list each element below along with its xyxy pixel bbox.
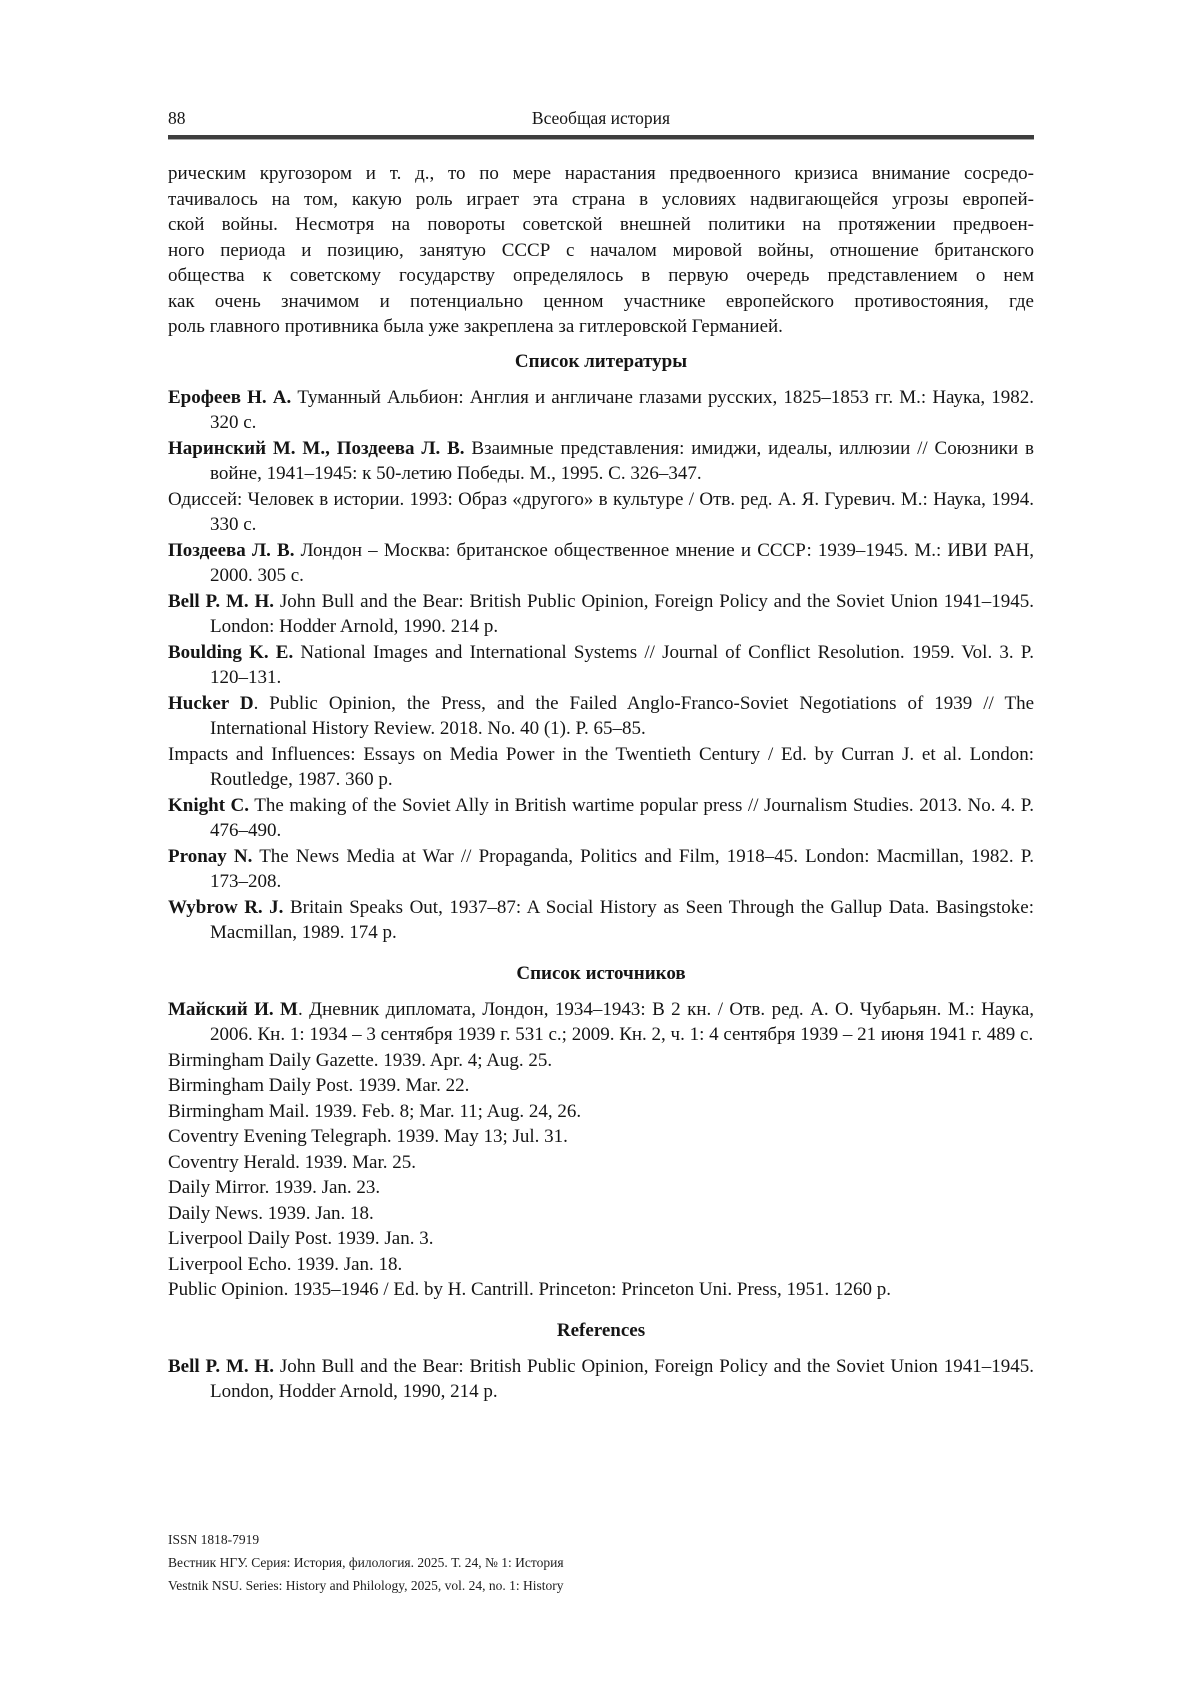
references-list bbox=[168, 1354, 1034, 1405]
running-title: Всеобщая история bbox=[531, 108, 671, 128]
page-number: 88 bbox=[168, 108, 186, 128]
entry-author: Bell P. M. H. bbox=[168, 1355, 275, 1377]
bibliography-entry bbox=[168, 1354, 1034, 1405]
entry-text: Liverpool Echo. 1939. Jan. 18. bbox=[168, 1253, 403, 1275]
bibliography-entry bbox=[168, 742, 1034, 793]
entry-text: John Bull and the Bear: British Public Opinion, Foreign Policy and the Soviet Union 1941–1945. London, Hodder Arnold, 1990, 214 p. bbox=[210, 1355, 1034, 1402]
entry-text: Public Opinion. 1935–1946 / Ed. by H. Cantrill. Princeton: Princeton Uni. Press, 1951. 1260 p. bbox=[168, 1279, 892, 1300]
issn: ISSN 1818-7919 bbox=[168, 1532, 260, 1547]
page-header bbox=[168, 106, 1034, 130]
literature-list bbox=[168, 385, 1034, 946]
entry-text: Взаимные представления: имиджи, идеалы, иллюзии // Союзники в войне, 1941–1945: к 50-летию Победы. М., 1995. С. 326–347. bbox=[210, 437, 1034, 484]
entry-text: Туманный Альбион: Англия и англичане глазами русских, 1825–1853 гг. М.: Наука, 1982. 320 с. bbox=[210, 386, 1035, 433]
entry-text: . Public Opinion, the Press, and the Failed Anglo-Franco-Soviet Negotiations of 1939 // The International History Review. 2018. No. 40 (1). P. 65–85. bbox=[210, 692, 1034, 739]
entry-text: The News Media at War // Propaganda, Politics and Film, 1918–45. London: Macmillan, 1982. P. 173–208. bbox=[210, 845, 1035, 892]
sources-list bbox=[168, 997, 1034, 1303]
paragraph-line: общества к советскому государству определялось в первую очередь представлением о нем bbox=[168, 265, 1034, 286]
bibliography-entry bbox=[168, 640, 1034, 691]
entry-text: Birmingham Mail. 1939. Feb. 8; Mar. 11; Aug. 24, 26. bbox=[168, 1100, 582, 1122]
paragraph-line: ской войны. Несмотря на повороты советской внешней политики на протяжении предвоен- bbox=[168, 214, 1034, 235]
bibliography-entry bbox=[168, 1277, 1034, 1303]
section-heading-literature: Список литературы bbox=[514, 350, 688, 372]
paragraph-line: ного периода и позицию, занятую СССР с началом мировой войны, отношение британского bbox=[168, 239, 1034, 261]
bibliography-entry bbox=[168, 1099, 1034, 1125]
page-content bbox=[168, 106, 1034, 1405]
bibliography-entry bbox=[168, 1073, 1034, 1099]
entry-text: Britain Speaks Out, 1937–87: A Social History as Seen Through the Gallup Data. Basingstoke: Macmillan, 1989. 174 p. bbox=[210, 896, 1034, 943]
entry-text: Daily Mirror. 1939. Jan. 23. bbox=[168, 1177, 381, 1198]
entry-text: John Bull and the Bear: British Public Opinion, Foreign Policy and the Soviet Union 1941–1945. London: Hodder Arnold, 1990. 214 p. bbox=[210, 590, 1034, 637]
paragraph-line: рическим кругозором и т. д., то по мере нарастания предвоенного кризиса внимание сосредо- bbox=[168, 163, 1034, 184]
entry-text: Liverpool Daily Post. 1939. Jan. 3. bbox=[168, 1228, 434, 1249]
bibliography-entry bbox=[168, 487, 1034, 538]
entry-author: Ерофеев Н. А. bbox=[168, 386, 292, 408]
intro-paragraph bbox=[168, 161, 1034, 340]
entry-text: Одиссей: Человек в истории. 1993: Образ «другого» в культуре / Отв. ред. А. Я. Гуревич. М.: Наука, 1994. 330 с. bbox=[168, 488, 1034, 535]
entry-author: Наринский М. М., Поздеева Л. В. bbox=[168, 437, 465, 459]
paragraph-line: как очень значимом и потенциально ценном участнике европейского противостояния, где bbox=[168, 290, 1034, 312]
entry-text: Coventry Herald. 1939. Mar. 25. bbox=[168, 1151, 417, 1173]
section-heading-references: References bbox=[556, 1319, 646, 1341]
bibliography-entry bbox=[168, 1150, 1034, 1176]
entry-author: Pronay N. bbox=[168, 845, 253, 867]
section-heading-sources: Список источников bbox=[516, 962, 686, 984]
bibliography-entry bbox=[168, 1201, 1034, 1227]
bibliography-entry bbox=[168, 844, 1034, 895]
entry-text: Coventry Evening Telegraph. 1939. May 13; Jul. 31. bbox=[168, 1126, 568, 1147]
entry-author: Майский И. М bbox=[168, 998, 298, 1020]
bibliography-entry bbox=[168, 589, 1034, 640]
entry-text: Birmingham Daily Gazette. 1939. Apr. 4; Aug. 25. bbox=[168, 1049, 553, 1071]
entry-author: Wybrow R. J. bbox=[168, 896, 284, 918]
bibliography-entry bbox=[168, 1124, 1034, 1150]
bibliography-entry bbox=[168, 385, 1034, 436]
bibliography-entry bbox=[168, 1226, 1034, 1252]
journal-info-ru: Вестник НГУ. Серия: История, филология. 2025. Т. 24, № 1: История bbox=[168, 1555, 564, 1570]
journal-info-en: Vestnik NSU. Series: History and Philology, 2025, vol. 24, no. 1: History bbox=[168, 1578, 564, 1593]
entry-text: Birmingham Daily Post. 1939. Mar. 22. bbox=[168, 1075, 470, 1096]
entry-author: Knight C. bbox=[168, 794, 250, 816]
page-footer bbox=[168, 1528, 564, 1597]
entry-author: Поздеева Л. В. bbox=[168, 539, 295, 561]
entry-text: . Дневник дипломата, Лондон, 1934–1943: В 2 кн. / Отв. ред. А. О. Чубарьян. М.: Наука, 2006. Кн. 1: 1934 – 3 сентября 1939 г. 531 с.; 2009. Кн. 2, ч. 1: 4 сентября 1939 – 21 июня 1941 г. 489 с. bbox=[210, 998, 1034, 1045]
bibliography-entry bbox=[168, 1048, 1034, 1074]
bibliography-entry bbox=[168, 997, 1034, 1048]
bibliography-entry bbox=[168, 1175, 1034, 1201]
bibliography-entry bbox=[168, 895, 1034, 946]
entry-text: Лондон – Москва: британское общественное мнение и СССР: 1939–1945. М.: ИВИ РАН, 2000. 305 с. bbox=[210, 539, 1034, 586]
entry-author: Hucker D bbox=[168, 692, 254, 714]
bibliography-entry bbox=[168, 1252, 1034, 1278]
entry-author: Boulding K. E. bbox=[168, 641, 294, 663]
header-rule bbox=[168, 135, 1034, 140]
paragraph-line: тачивалось на том, какую роль играет эта страна в условиях надвигающейся угрозы европей- bbox=[168, 188, 1034, 210]
bibliography-entry bbox=[168, 436, 1034, 487]
bibliography-entry bbox=[168, 691, 1034, 742]
entry-text: National Images and International Systems // Journal of Conflict Resolution. 1959. Vol. 3. P. 120–131. bbox=[210, 641, 1034, 688]
entry-text: Impacts and Influences: Essays on Media Power in the Twentieth Century / Ed. by Curran J. et al. London: Routledge, 1987. 360 p. bbox=[168, 743, 1034, 790]
entry-text: Daily News. 1939. Jan. 18. bbox=[168, 1202, 374, 1224]
entry-author: Bell P. M. H. bbox=[168, 590, 275, 612]
bibliography-entry bbox=[168, 793, 1034, 844]
bibliography-entry bbox=[168, 538, 1034, 589]
entry-text: The making of the Soviet Ally in British wartime popular press // Journalism Studies. 2013. No. 4. P. 476–490. bbox=[210, 794, 1035, 841]
paragraph-line: роль главного противника была уже закреплена за гитлеровской Германией. bbox=[168, 316, 783, 337]
